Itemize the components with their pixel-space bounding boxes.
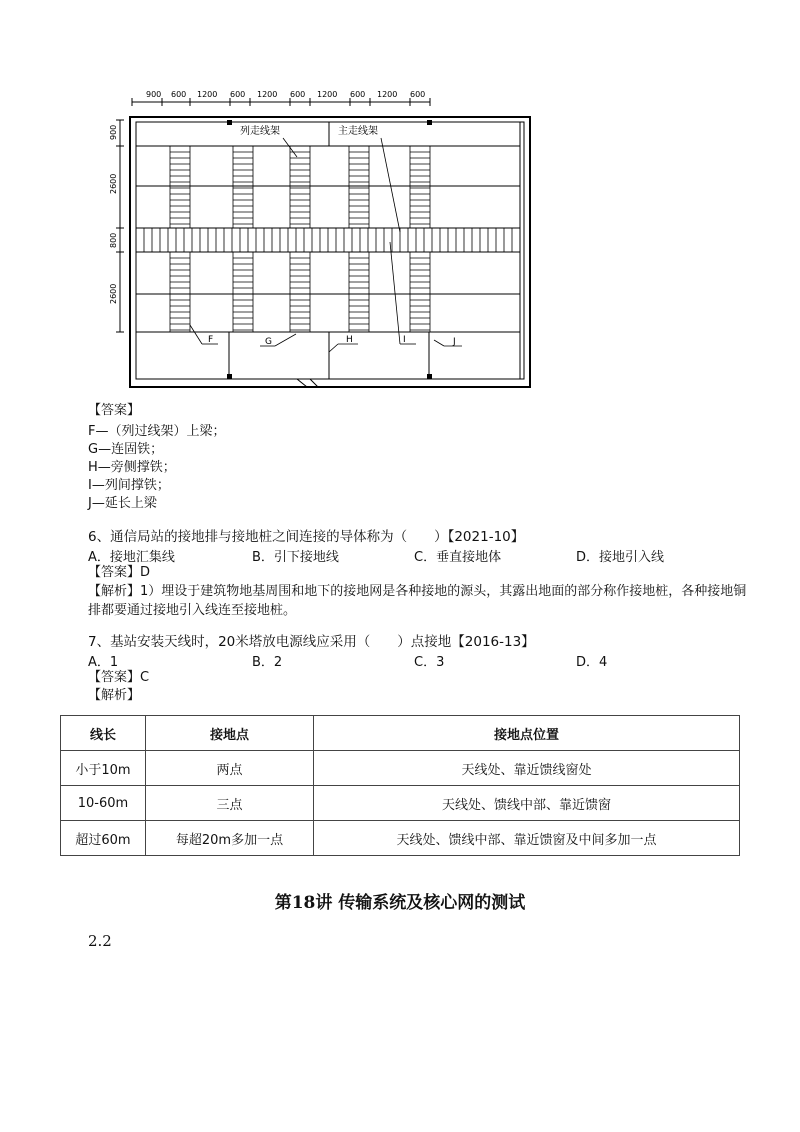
answer-item-j: J—延长上梁 [88,496,157,511]
dim-top-9: 600 [410,90,426,99]
q7-option-d: D．4 [576,655,608,670]
answer-item-i: I—列间撑铁； [88,478,170,493]
q7-option-b: B．2 [252,655,283,670]
q7-option-a: A．1 [88,655,119,670]
callout-i: I [403,335,406,345]
q6-title: 6、通信局站的接地排与接地桩之间连接的导体称为（ ）【2021-10】 [88,529,525,545]
table-header-cell: 接地点位置 [314,716,740,751]
table-cell: 两点 [146,751,314,786]
table-row [61,786,740,821]
q6-option-a: A．接地汇集线 [88,550,175,565]
table-cell: 天线处、馈线中部、靠近馈窗及中间多加一点 [314,821,740,856]
callout-j: J [453,337,456,347]
dim-left-1: 2600 [109,173,118,194]
dim-left-0: 900 [109,124,118,140]
table-cell: 天线处、靠近馈线窗处 [314,751,740,786]
section-number: 2.2 [88,932,112,950]
callout-g: G [265,337,272,347]
dim-top-4: 1200 [257,90,278,99]
dim-top-0: 900 [146,90,162,99]
dim-top-6: 1200 [317,90,338,99]
table-cell: 三点 [146,786,314,821]
dim-top-7: 600 [350,90,366,99]
q6-answer: 【答案】D [88,565,151,580]
dim-top-1: 600 [171,90,187,99]
cable-rack-diagram [100,82,540,394]
dim-top-2: 1200 [197,90,218,99]
dim-top-8: 1200 [377,90,398,99]
dim-left-3: 2600 [109,283,118,304]
callout-h: H [346,335,353,345]
label-column-rack: 列走线架 [240,126,280,137]
dim-top-5: 600 [290,90,306,99]
table-header-row [61,716,740,751]
table-row [61,751,740,786]
q6-option-b: B．引下接地线 [252,550,339,565]
q7-title: 7、基站安装天线时，20米塔放电源线应采用（ ）点接地【2016-13】 [88,634,535,650]
grounding-table [60,715,740,856]
q7-answer: 【答案】C [88,670,150,685]
q7-options [88,651,738,669]
table-cell: 10-60m [61,786,146,821]
q7-option-c: C．3 [414,655,445,670]
label-main-rack: 主走线架 [338,126,378,137]
table-cell: 天线处、馈线中部、靠近馈窗 [314,786,740,821]
table-cell: 超过60m [61,821,146,856]
table-cell: 每超20m多加一点 [146,821,314,856]
q6-option-c: C．垂直接地体 [414,550,502,565]
q6-option-d: D．接地引入线 [576,550,665,565]
answer-heading: 【答案】 [88,403,141,418]
dim-left-2: 800 [109,232,118,248]
callout-f: F [208,335,214,345]
answer-item-g: G—连固铁； [88,442,164,457]
table-header-cell: 线长 [61,716,146,751]
table-header-cell: 接地点 [146,716,314,751]
q6-options [88,546,738,564]
answer-item-h: H—旁侧撑铁； [88,460,176,475]
q7-analysis-label: 【解析】 [88,688,141,703]
table-row [61,821,740,856]
table-cell: 小于10m [61,751,146,786]
dim-top-3: 600 [230,90,246,99]
q6-analysis: 【解析】1）埋设于建筑物地基周围和地下的接地网是各种接地的源头，其露出地面的部分称作接地桩，各种接地铜排都要通过接地引入线连至接地桩。 [88,584,747,618]
answer-item-f: F—（列过线架）上梁； [88,424,226,439]
section-title: 第18讲 传输系统及核心网的测试 [274,893,526,913]
